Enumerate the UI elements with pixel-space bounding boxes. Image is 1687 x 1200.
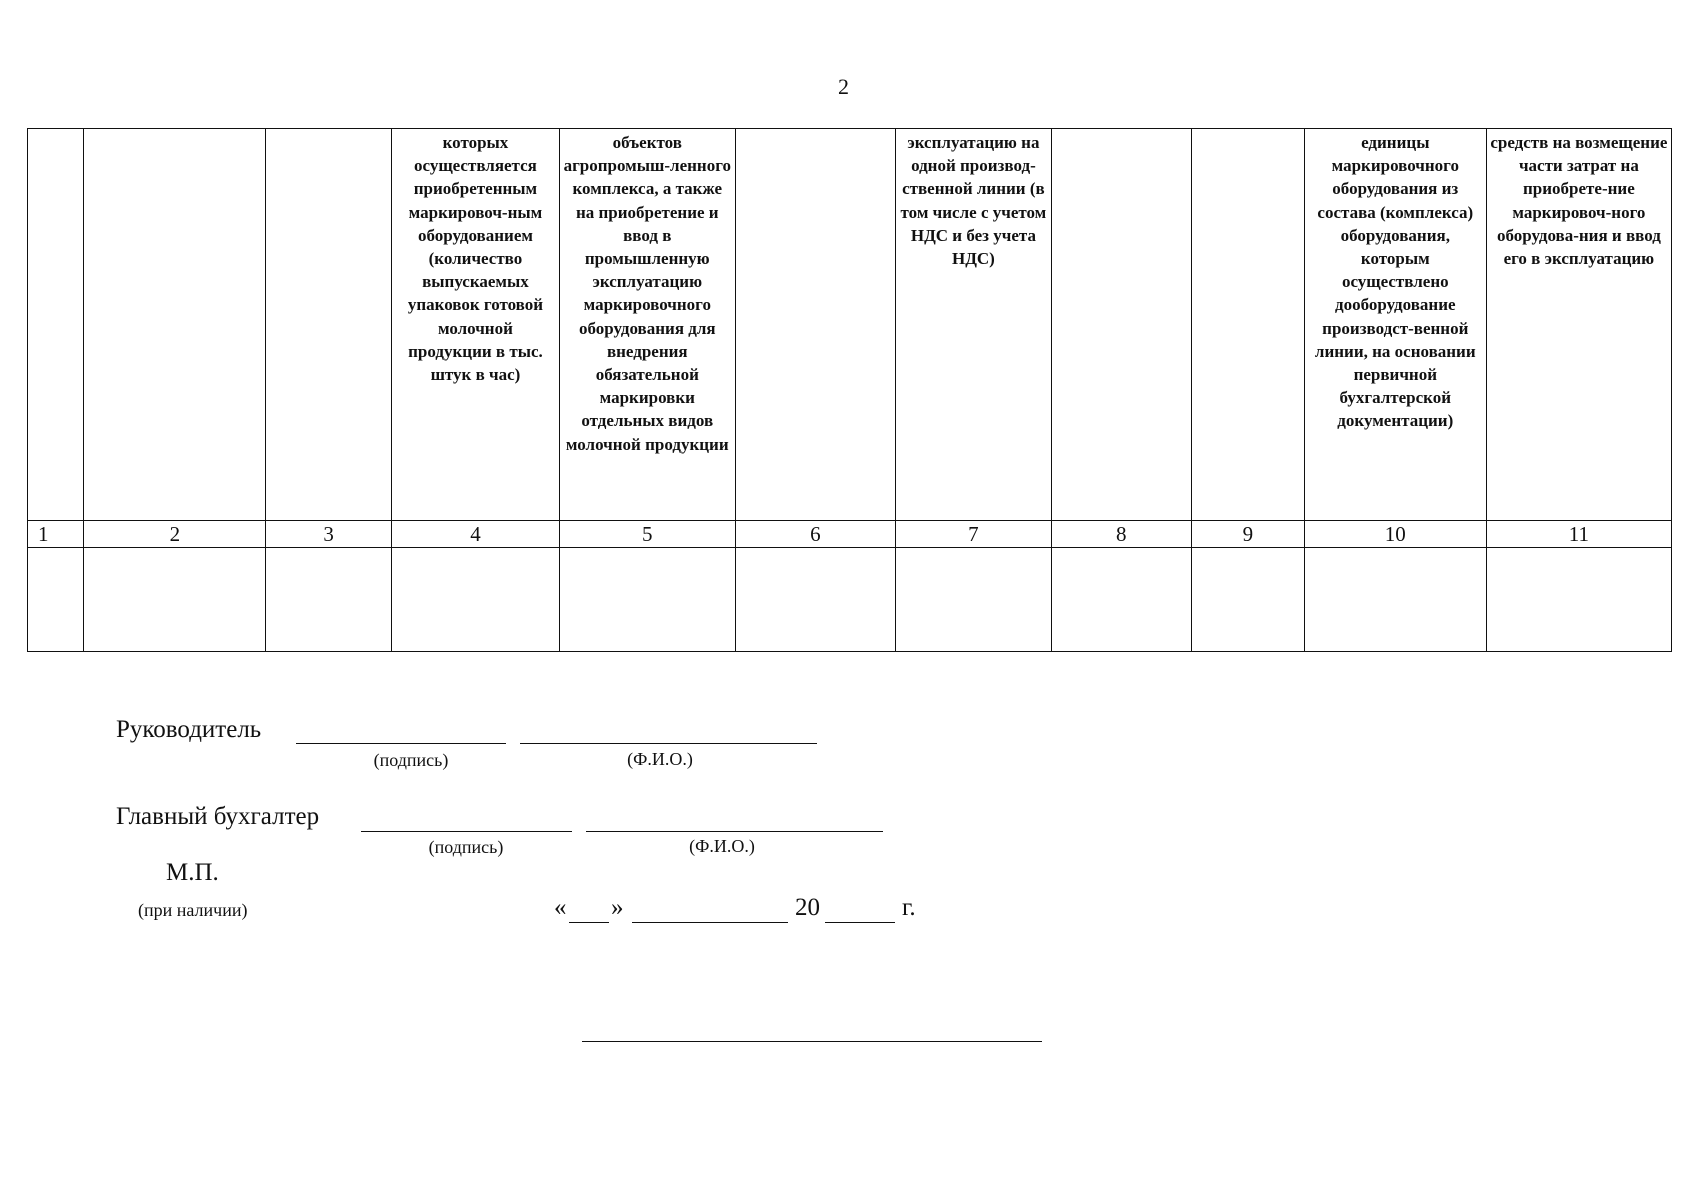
header-cell-9: [1192, 129, 1305, 521]
bottom-signature-line[interactable]: [582, 1041, 1042, 1042]
header-cell-2: [84, 129, 266, 521]
column-number: 1: [28, 521, 84, 548]
date-month-line[interactable]: [632, 922, 788, 923]
data-cell[interactable]: [1304, 548, 1486, 652]
chief-accountant-label: Главный бухгалтер: [116, 803, 320, 830]
chief-accountant-signature-caption: (подпись): [428, 837, 504, 857]
data-cell[interactable]: [735, 548, 896, 652]
page-number: 2: [838, 74, 849, 99]
header-cell-4: которых осуществляется приобретенным маркировоч-ным оборудованием (количество выпускаемых упаковок готовой молочной продукции в тыс. штук в час): [391, 129, 559, 521]
chief-accountant-signature-line[interactable]: [361, 831, 572, 832]
stamp-label: М.П.: [166, 859, 219, 886]
column-number: 11: [1486, 521, 1671, 548]
data-cell[interactable]: [1051, 548, 1191, 652]
date-year-line[interactable]: [825, 922, 895, 923]
header-cell-10: единицы маркировочного оборудования из состава (комплекса) оборудования, которым осуществлено дооборудование производст-венной линии, на основании первичной бухгалтерской документации): [1304, 129, 1486, 521]
header-cell-11: средств на возмещение части затрат на приобрете-ние маркировоч-ного оборудова-ния и ввод его в эксплуатацию: [1486, 129, 1671, 521]
column-number-row: [28, 521, 1672, 548]
date-year-prefix: 20: [795, 894, 820, 921]
head-name-caption: (Ф.И.О.): [627, 749, 693, 769]
column-number: 3: [266, 521, 392, 548]
data-cell[interactable]: [84, 548, 266, 652]
data-cell[interactable]: [391, 548, 559, 652]
header-cell-5: объектов агропромыш-ленного комплекса, а также на приобретение и ввод в промышленную эксплуатацию маркировочного оборудования для внедрения обязательной маркировки отдельных видов молочной продукции: [560, 129, 736, 521]
column-number: 5: [560, 521, 736, 548]
column-number: 8: [1051, 521, 1191, 548]
data-cell[interactable]: [28, 548, 84, 652]
header-cell-3: [266, 129, 392, 521]
data-cell[interactable]: [1486, 548, 1671, 652]
chief-accountant-name-line[interactable]: [586, 831, 883, 832]
date-day-line[interactable]: [569, 922, 609, 923]
head-signature-caption: (подпись): [373, 750, 449, 770]
column-number: 7: [896, 521, 1051, 548]
data-cell[interactable]: [560, 548, 736, 652]
header-cell-8: [1051, 129, 1191, 521]
column-number: 10: [1304, 521, 1486, 548]
date-close-quote: »: [611, 894, 624, 921]
form-table: [27, 128, 1672, 652]
data-cell[interactable]: [266, 548, 392, 652]
head-signature-line[interactable]: [296, 743, 506, 744]
header-cell-1: [28, 129, 84, 521]
column-number: 2: [84, 521, 266, 548]
date-open-quote: «: [554, 894, 567, 921]
data-cell[interactable]: [1192, 548, 1305, 652]
column-number: 6: [735, 521, 896, 548]
data-cell[interactable]: [896, 548, 1051, 652]
table-header-row: [28, 129, 1672, 521]
column-number: 4: [391, 521, 559, 548]
header-cell-7: эксплуатацию на одной производ-ственной линии (в том числе с учетом НДС и без учета НДС): [896, 129, 1051, 521]
date-year-suffix: г.: [902, 894, 916, 921]
table-data-row: [28, 548, 1672, 652]
chief-accountant-name-caption: (Ф.И.О.): [689, 836, 755, 856]
column-number: 9: [1192, 521, 1305, 548]
stamp-note: (при наличии): [138, 900, 248, 920]
head-label: Руководитель: [116, 716, 262, 743]
header-cell-6: [735, 129, 896, 521]
head-name-line[interactable]: [520, 743, 817, 744]
